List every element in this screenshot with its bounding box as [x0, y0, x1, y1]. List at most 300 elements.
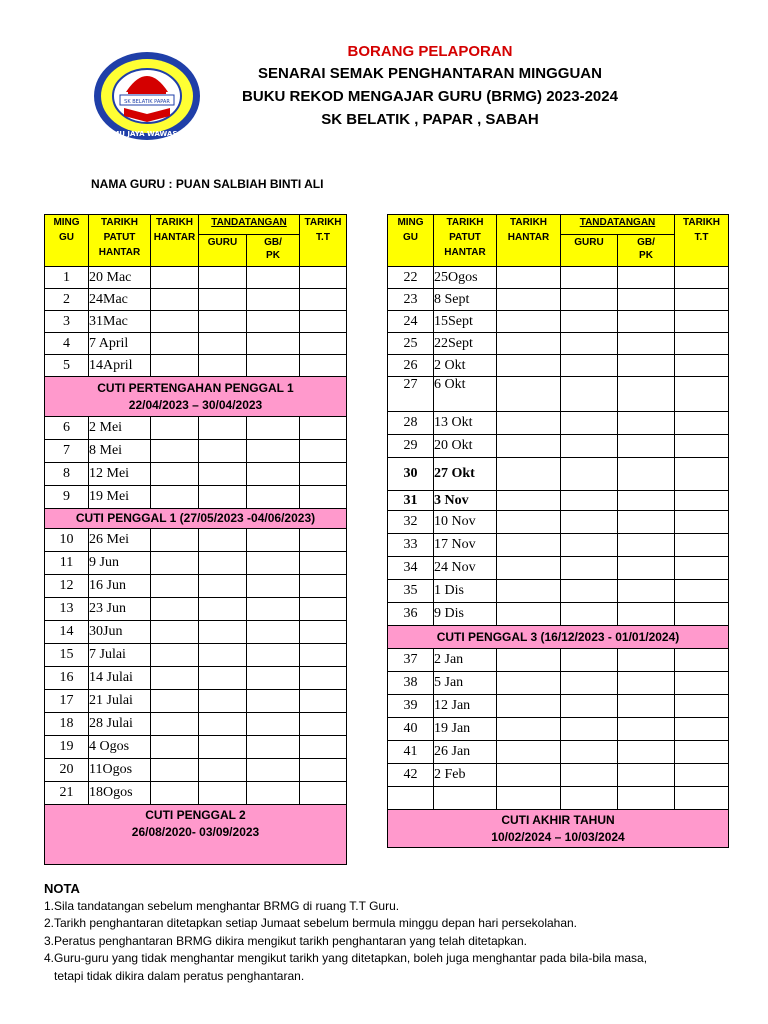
week-number: 22: [388, 267, 434, 289]
sign-date-cell[interactable]: [675, 412, 729, 435]
table-row: [45, 644, 347, 667]
due-date: 12 Jan: [434, 695, 497, 718]
submit-date-cell[interactable]: [151, 289, 199, 311]
submit-date-cell[interactable]: [151, 486, 199, 509]
col-gb-pk: GB/ PK: [247, 235, 300, 267]
schedule-table-left: [44, 214, 347, 865]
guru-sign-cell[interactable]: [561, 511, 618, 534]
week-number: 15: [45, 644, 89, 667]
gbpk-sign-cell[interactable]: [247, 782, 300, 805]
gbpk-sign-cell[interactable]: [247, 598, 300, 621]
sign-date-cell[interactable]: [300, 417, 347, 440]
table-row: [45, 713, 347, 736]
sign-date-cell[interactable]: [675, 741, 729, 764]
guru-sign-cell[interactable]: [561, 289, 618, 311]
holiday-title: CUTI PENGGAL 2: [145, 808, 246, 822]
guru-sign-cell[interactable]: [561, 267, 618, 289]
due-date: 7 April: [89, 333, 151, 355]
due-date: 14 Julai: [89, 667, 151, 690]
sign-date-cell[interactable]: [300, 598, 347, 621]
week-number: 41: [388, 741, 434, 764]
week-number: 2: [45, 289, 89, 311]
submit-date-cell[interactable]: [151, 552, 199, 575]
sign-date-cell[interactable]: [300, 575, 347, 598]
gbpk-sign-cell[interactable]: [618, 491, 675, 511]
sign-date-cell[interactable]: [300, 713, 347, 736]
submit-date-cell[interactable]: [497, 649, 561, 672]
table-row: [388, 491, 729, 511]
week-number: 27: [388, 377, 434, 412]
notes-section: [44, 880, 647, 985]
form-title: BORANG PELAPORAN: [347, 43, 513, 60]
week-number: 28: [388, 412, 434, 435]
submit-date-cell[interactable]: [497, 603, 561, 626]
gbpk-sign-cell[interactable]: [618, 580, 675, 603]
sign-date-cell[interactable]: [300, 736, 347, 759]
table-row: [388, 718, 729, 741]
table-row: [388, 511, 729, 534]
table-row: [388, 412, 729, 435]
gbpk-sign-cell[interactable]: [618, 289, 675, 311]
submit-date-cell[interactable]: [151, 690, 199, 713]
sign-date-cell[interactable]: [300, 311, 347, 333]
table-row: [45, 552, 347, 575]
submit-date-cell[interactable]: [497, 289, 561, 311]
guru-sign-cell[interactable]: [199, 355, 247, 377]
week-number: 13: [45, 598, 89, 621]
due-date: 12 Mei: [89, 463, 151, 486]
submit-date-cell[interactable]: [497, 718, 561, 741]
gbpk-sign-cell[interactable]: [618, 557, 675, 580]
holiday-row: [45, 377, 347, 417]
guru-sign-cell[interactable]: [199, 417, 247, 440]
submit-date-cell[interactable]: [151, 440, 199, 463]
sign-date-cell[interactable]: [675, 311, 729, 333]
sign-date-cell[interactable]: [300, 529, 347, 552]
table-row: [45, 575, 347, 598]
submit-date-cell[interactable]: [497, 333, 561, 355]
submit-date-cell[interactable]: [497, 557, 561, 580]
gbpk-sign-cell[interactable]: [247, 644, 300, 667]
due-date: 25Ogos: [434, 267, 497, 289]
week-number: 20: [45, 759, 89, 782]
sign-date-cell[interactable]: [675, 511, 729, 534]
gbpk-sign-cell[interactable]: [247, 529, 300, 552]
guru-sign-cell[interactable]: [561, 412, 618, 435]
week-number: 6: [45, 417, 89, 440]
week-number: 39: [388, 695, 434, 718]
table-row: [45, 289, 347, 311]
sign-date-cell[interactable]: [300, 667, 347, 690]
submit-date-cell[interactable]: [151, 311, 199, 333]
col-guru: GURU: [199, 235, 247, 267]
guru-sign-cell[interactable]: [199, 463, 247, 486]
table-row: [45, 621, 347, 644]
sign-date-cell[interactable]: [300, 690, 347, 713]
gbpk-sign-cell[interactable]: [618, 412, 675, 435]
guru-sign-cell[interactable]: [199, 529, 247, 552]
due-date: 16 Jun: [89, 575, 151, 598]
due-date: 14April: [89, 355, 151, 377]
holiday-row: [388, 626, 729, 649]
table-row: [388, 672, 729, 695]
gbpk-sign-cell[interactable]: [247, 440, 300, 463]
guru-sign-cell[interactable]: [199, 736, 247, 759]
due-date: 6 Okt: [434, 377, 497, 412]
submit-date-cell[interactable]: [151, 463, 199, 486]
week-number: 37: [388, 649, 434, 672]
guru-sign-cell[interactable]: [199, 440, 247, 463]
gbpk-sign-cell[interactable]: [247, 289, 300, 311]
sign-date-cell[interactable]: [675, 764, 729, 787]
col-tarikh-hantar: TARIKH HANTAR: [151, 215, 199, 267]
due-date: 8 Sept: [434, 289, 497, 311]
submit-date-cell[interactable]: [151, 782, 199, 805]
sign-date-cell[interactable]: [675, 333, 729, 355]
table-row: [388, 557, 729, 580]
gbpk-sign-cell[interactable]: [618, 672, 675, 695]
due-date: 8 Mei: [89, 440, 151, 463]
sign-date-cell[interactable]: [675, 267, 729, 289]
table-row: [45, 311, 347, 333]
guru-sign-cell[interactable]: [199, 621, 247, 644]
week-number: 35: [388, 580, 434, 603]
col-minggu: MING GU: [45, 215, 89, 267]
due-date: 28 Julai: [89, 713, 151, 736]
week-number: 12: [45, 575, 89, 598]
table-row: [388, 580, 729, 603]
submit-date-cell[interactable]: [497, 311, 561, 333]
due-date: 9 Dis: [434, 603, 497, 626]
sign-date-cell[interactable]: [300, 759, 347, 782]
week-number: 17: [45, 690, 89, 713]
sign-date-cell[interactable]: [300, 333, 347, 355]
sign-date-cell[interactable]: [675, 557, 729, 580]
submit-date-cell[interactable]: [151, 598, 199, 621]
gbpk-sign-cell[interactable]: [618, 267, 675, 289]
submit-date-cell[interactable]: [497, 764, 561, 787]
guru-sign-cell[interactable]: [561, 695, 618, 718]
table-row: [388, 603, 729, 626]
gbpk-sign-cell[interactable]: [247, 713, 300, 736]
gbpk-sign-cell[interactable]: [618, 355, 675, 377]
note-item: 4.Guru-guru yang tidak menghantar mengikut tarikh yang ditetapkan, boleh juga menghantar pada bila-bila masa,: [44, 951, 648, 965]
gbpk-sign-cell[interactable]: [247, 486, 300, 509]
week-number: 30: [388, 458, 434, 491]
holiday-row: [388, 810, 729, 848]
submit-date-cell[interactable]: [151, 713, 199, 736]
guru-sign-cell[interactable]: [199, 782, 247, 805]
note-item: 1.Sila tandatangan sebelum menghantar BRMG di ruang T.T Guru.: [44, 898, 400, 913]
due-date: 31Mac: [89, 311, 151, 333]
table-row: [388, 458, 729, 491]
gbpk-sign-cell[interactable]: [247, 667, 300, 690]
table-row: [45, 690, 347, 713]
gbpk-sign-cell[interactable]: [618, 764, 675, 787]
gbpk-sign-cell[interactable]: [247, 575, 300, 598]
gbpk-sign-cell[interactable]: [247, 417, 300, 440]
submit-date-cell[interactable]: [497, 267, 561, 289]
col-tarikh-tt: TARIKH T.T: [300, 215, 347, 267]
holiday-dates: 10/02/2024 – 10/03/2024: [491, 829, 625, 844]
col-gb-pk: GB/ PK: [618, 235, 675, 267]
due-date: 2 Feb: [434, 764, 497, 787]
due-date: 20 Okt: [434, 435, 497, 458]
sign-date-cell[interactable]: [675, 435, 729, 458]
gbpk-sign-cell[interactable]: [618, 534, 675, 557]
due-date: 19 Jan: [434, 718, 497, 741]
gbpk-sign-cell[interactable]: [247, 333, 300, 355]
guru-sign-cell[interactable]: [199, 333, 247, 355]
guru-sign-cell[interactable]: [561, 377, 618, 412]
gbpk-sign-cell[interactable]: [247, 311, 300, 333]
holiday-label: [45, 377, 347, 417]
guru-sign-cell[interactable]: [561, 491, 618, 511]
due-date: 26 Mei: [89, 529, 151, 552]
guru-sign-cell[interactable]: [199, 289, 247, 311]
sign-date-cell[interactable]: [675, 355, 729, 377]
gbpk-sign-cell[interactable]: [247, 690, 300, 713]
submit-date-cell[interactable]: [497, 491, 561, 511]
sign-date-cell[interactable]: [300, 621, 347, 644]
empty-cell[interactable]: [497, 787, 561, 810]
submit-date-cell[interactable]: [497, 458, 561, 491]
sign-date-cell[interactable]: [300, 267, 347, 289]
empty-cell[interactable]: [618, 787, 675, 810]
gbpk-sign-cell[interactable]: [247, 267, 300, 289]
submit-date-cell[interactable]: [497, 435, 561, 458]
submit-date-cell[interactable]: [497, 377, 561, 412]
week-number: 11: [45, 552, 89, 575]
sign-date-cell[interactable]: [300, 644, 347, 667]
gbpk-sign-cell[interactable]: [247, 621, 300, 644]
submit-date-cell[interactable]: [151, 267, 199, 289]
due-date: 3 Nov: [434, 491, 497, 511]
holiday-label: [45, 805, 347, 865]
gbpk-sign-cell[interactable]: [247, 736, 300, 759]
guru-sign-cell[interactable]: [199, 644, 247, 667]
table-row: [388, 695, 729, 718]
table-row: [45, 333, 347, 355]
table-row: [388, 267, 729, 289]
guru-sign-cell[interactable]: [199, 552, 247, 575]
table-row: [45, 529, 347, 552]
gbpk-sign-cell[interactable]: [618, 741, 675, 764]
logo-ribbon-text: SK BELATIK PAPAR: [124, 99, 170, 105]
guru-sign-cell[interactable]: [561, 333, 618, 355]
holiday-label: CUTI PENGGAL 1 (27/05/2023 -04/06/2023): [45, 509, 347, 529]
week-number: 34: [388, 557, 434, 580]
due-date: 9 Jun: [89, 552, 151, 575]
sign-date-cell[interactable]: [675, 491, 729, 511]
gbpk-sign-cell[interactable]: [247, 463, 300, 486]
gbpk-sign-cell[interactable]: [618, 333, 675, 355]
sign-date-cell[interactable]: [300, 782, 347, 805]
sign-date-cell[interactable]: [300, 440, 347, 463]
week-number: 14: [45, 621, 89, 644]
week-number: 9: [45, 486, 89, 509]
guru-sign-cell[interactable]: [561, 580, 618, 603]
guru-sign-cell[interactable]: [199, 713, 247, 736]
sign-date-cell[interactable]: [675, 649, 729, 672]
submit-date-cell[interactable]: [151, 621, 199, 644]
submit-date-cell[interactable]: [497, 511, 561, 534]
guru-sign-cell[interactable]: [561, 355, 618, 377]
holiday-label: [388, 810, 729, 848]
due-date: 30Jun: [89, 621, 151, 644]
guru-sign-cell[interactable]: [199, 690, 247, 713]
form-subtitle-brmg: BUKU REKOD MENGAJAR GURU (BRMG) 2023-2024: [242, 88, 618, 105]
submit-date-cell[interactable]: [151, 417, 199, 440]
gbpk-sign-cell[interactable]: [618, 695, 675, 718]
sign-date-cell[interactable]: [300, 289, 347, 311]
due-date: 24 Nov: [434, 557, 497, 580]
submit-date-cell[interactable]: [497, 741, 561, 764]
sign-date-cell[interactable]: [300, 355, 347, 377]
guru-sign-cell[interactable]: [199, 311, 247, 333]
sign-date-cell[interactable]: [675, 718, 729, 741]
table-row: [388, 435, 729, 458]
school-name: SK BELATIK , PAPAR , SABAH: [321, 111, 539, 128]
week-number: 26: [388, 355, 434, 377]
guru-sign-cell[interactable]: [561, 764, 618, 787]
gbpk-sign-cell[interactable]: [247, 355, 300, 377]
due-date: 11Ogos: [89, 759, 151, 782]
table-row: [388, 311, 729, 333]
empty-cell[interactable]: [434, 787, 497, 810]
sign-date-cell[interactable]: [675, 603, 729, 626]
guru-sign-cell[interactable]: [561, 557, 618, 580]
sign-date-cell[interactable]: [300, 486, 347, 509]
due-date: 7 Julai: [89, 644, 151, 667]
due-date: 1 Dis: [434, 580, 497, 603]
sign-date-cell[interactable]: [675, 534, 729, 557]
submit-date-cell[interactable]: [151, 759, 199, 782]
holiday-row: [45, 509, 347, 529]
guru-sign-cell[interactable]: [561, 534, 618, 557]
table-row: [45, 667, 347, 690]
col-tarikh-hantar: TARIKH HANTAR: [497, 215, 561, 267]
col-tandatangan: TANDATANGAN: [561, 215, 675, 235]
submit-date-cell[interactable]: [151, 529, 199, 552]
due-date: 27 Okt: [434, 458, 497, 491]
gbpk-sign-cell[interactable]: [618, 311, 675, 333]
due-date: 26 Jan: [434, 741, 497, 764]
col-minggu: MING GU: [388, 215, 434, 267]
gbpk-sign-cell[interactable]: [618, 649, 675, 672]
sign-date-cell[interactable]: [675, 580, 729, 603]
sign-date-cell[interactable]: [675, 458, 729, 491]
col-tarikh-patut-hantar: TARIKH PATUT HANTAR: [89, 215, 151, 267]
sign-date-cell[interactable]: [675, 695, 729, 718]
guru-sign-cell[interactable]: [199, 267, 247, 289]
gbpk-sign-cell[interactable]: [618, 511, 675, 534]
guru-sign-cell[interactable]: [199, 759, 247, 782]
table-row: [388, 764, 729, 787]
submit-date-cell[interactable]: [497, 672, 561, 695]
guru-sign-cell[interactable]: [561, 435, 618, 458]
guru-sign-cell[interactable]: [561, 672, 618, 695]
guru-sign-cell[interactable]: [199, 667, 247, 690]
guru-sign-cell[interactable]: [561, 311, 618, 333]
guru-sign-cell[interactable]: [561, 718, 618, 741]
table-row: [45, 736, 347, 759]
submit-date-cell[interactable]: [151, 644, 199, 667]
guru-sign-cell[interactable]: [561, 649, 618, 672]
due-date: 23 Jun: [89, 598, 151, 621]
submit-date-cell[interactable]: [497, 412, 561, 435]
week-number: 23: [388, 289, 434, 311]
week-number: 8: [45, 463, 89, 486]
sign-date-cell[interactable]: [675, 377, 729, 412]
due-date: 13 Okt: [434, 412, 497, 435]
guru-sign-cell[interactable]: [561, 741, 618, 764]
col-guru: GURU: [561, 235, 618, 267]
submit-date-cell[interactable]: [497, 355, 561, 377]
week-number: 32: [388, 511, 434, 534]
week-number: 1: [45, 267, 89, 289]
sign-date-cell[interactable]: [675, 672, 729, 695]
submit-date-cell[interactable]: [497, 695, 561, 718]
empty-cell[interactable]: [561, 787, 618, 810]
due-date: 17 Nov: [434, 534, 497, 557]
holiday-title: CUTI PERTENGAHAN PENGGAL 1: [97, 380, 294, 395]
gbpk-sign-cell[interactable]: [247, 759, 300, 782]
due-date: 22Sept: [434, 333, 497, 355]
gbpk-sign-cell[interactable]: [618, 458, 675, 491]
guru-sign-cell[interactable]: [199, 598, 247, 621]
guru-sign-cell[interactable]: [561, 458, 618, 491]
week-number: 16: [45, 667, 89, 690]
gbpk-sign-cell[interactable]: [618, 603, 675, 626]
form-subtitle: SENARAI SEMAK PENGHANTARAN MINGGUAN: [258, 65, 602, 82]
guru-sign-cell[interactable]: [561, 603, 618, 626]
gbpk-sign-cell[interactable]: [618, 377, 675, 412]
submit-date-cell[interactable]: [151, 667, 199, 690]
sign-date-cell[interactable]: [300, 552, 347, 575]
submit-date-cell[interactable]: [151, 333, 199, 355]
due-date: 4 Ogos: [89, 736, 151, 759]
table-row: [388, 377, 729, 412]
submit-date-cell[interactable]: [151, 575, 199, 598]
empty-cell[interactable]: [675, 787, 729, 810]
sign-date-cell[interactable]: [675, 289, 729, 311]
gbpk-sign-cell[interactable]: [618, 435, 675, 458]
table-row: [388, 649, 729, 672]
holiday-row: [45, 805, 347, 865]
table-row: [388, 289, 729, 311]
schedule-table-right: [387, 214, 729, 848]
submit-date-cell[interactable]: [151, 736, 199, 759]
gbpk-sign-cell[interactable]: [247, 552, 300, 575]
due-date: 24Mac: [89, 289, 151, 311]
guru-sign-cell[interactable]: [199, 575, 247, 598]
submit-date-cell[interactable]: [151, 355, 199, 377]
note-item: 3.Peratus penghantaran BRMG dikira mengikut tarikh penghantaran yang telah ditetapkan.: [44, 933, 527, 948]
submit-date-cell[interactable]: [497, 534, 561, 557]
table-row: [45, 267, 347, 289]
week-number: 38: [388, 672, 434, 695]
due-date: 2 Mei: [89, 417, 151, 440]
empty-cell[interactable]: [388, 787, 434, 810]
sign-date-cell[interactable]: [300, 463, 347, 486]
guru-sign-cell[interactable]: [199, 486, 247, 509]
gbpk-sign-cell[interactable]: [618, 718, 675, 741]
table-row: [45, 782, 347, 805]
week-number: 21: [45, 782, 89, 805]
submit-date-cell[interactable]: [497, 580, 561, 603]
due-date: 15Sept: [434, 311, 497, 333]
